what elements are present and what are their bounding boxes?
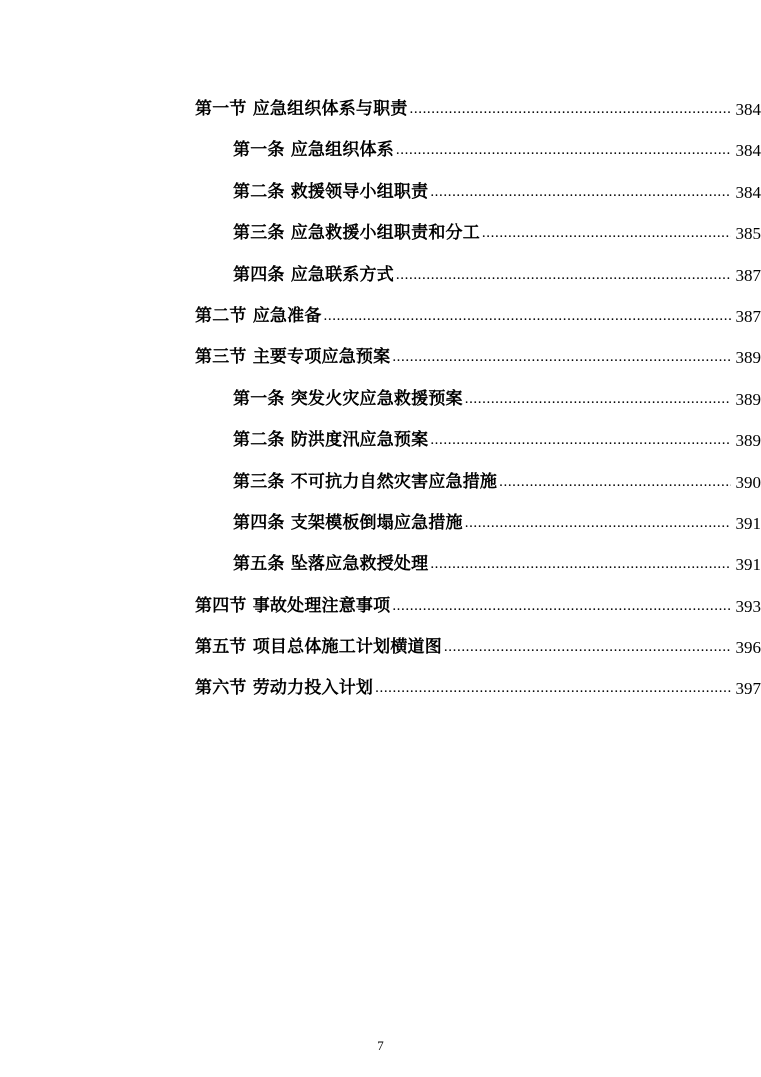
toc-entry-label: 第一条 应急组织体系: [233, 140, 394, 161]
toc-entry-label: 第一条 突发火灾应急救援预案: [233, 388, 463, 409]
toc-entry[interactable]: [0, 213, 761, 254]
toc-entry-label: 第一节 应急组织体系与职责: [195, 98, 408, 119]
toc-entry-label: 第三节 主要专项应急预案: [195, 347, 391, 368]
toc-entry-label: 第二节 应急准备: [195, 305, 322, 326]
toc-dot-leader: [430, 172, 731, 213]
toc-dot-leader: [392, 586, 731, 627]
toc-entry-label: 第六节 劳动力投入计划: [195, 678, 374, 699]
toc-page-number: 389: [735, 348, 761, 368]
toc-entry-label: 第四节 事故处理注意事项: [195, 595, 391, 616]
toc-dot-leader: [465, 379, 731, 420]
toc-entry[interactable]: [0, 627, 761, 668]
toc-dot-leader: [465, 503, 731, 544]
toc-entry-label: 第三条 应急救援小组职责和分工: [233, 223, 480, 244]
table-of-contents: [0, 89, 761, 710]
toc-dot-leader: [410, 89, 731, 130]
toc-entry[interactable]: [0, 89, 761, 130]
page-number-footer: 7: [377, 1038, 384, 1053]
toc-dot-leader: [430, 544, 731, 585]
toc-entry-label: 第二条 防洪度汛应急预案: [233, 430, 429, 451]
toc-page-number: 384: [735, 182, 761, 202]
toc-dot-leader: [396, 255, 731, 296]
toc-entry[interactable]: [0, 586, 761, 627]
toc-entry-label: 第五条 坠落应急救授处理: [233, 554, 429, 575]
toc-dot-leader: [375, 668, 731, 709]
toc-dot-leader: [499, 462, 731, 503]
toc-entry[interactable]: [0, 296, 761, 337]
toc-dot-leader: [396, 130, 731, 171]
toc-entry[interactable]: [0, 668, 761, 709]
toc-dot-leader: [482, 213, 731, 254]
toc-page-number: 387: [735, 306, 761, 326]
toc-entry[interactable]: [0, 172, 761, 213]
toc-page-number: 391: [735, 555, 761, 575]
toc-entry[interactable]: [0, 544, 761, 585]
toc-entry[interactable]: [0, 130, 761, 171]
toc-entry[interactable]: [0, 503, 761, 544]
toc-entry-label: 第四条 支架模板倒塌应急措施: [233, 512, 463, 533]
toc-page-number: 384: [735, 99, 761, 119]
toc-page-number: 393: [735, 596, 761, 616]
toc-entry-label: 第五节 项目总体施工计划横道图: [195, 637, 442, 658]
toc-page-number: 390: [735, 472, 761, 492]
toc-page-number: 385: [735, 224, 761, 244]
toc-page-number: 389: [735, 431, 761, 451]
toc-entry[interactable]: [0, 420, 761, 461]
toc-page-number: 396: [735, 638, 761, 658]
toc-entry[interactable]: [0, 337, 761, 378]
toc-page-number: 384: [735, 141, 761, 161]
toc-entry[interactable]: [0, 462, 761, 503]
toc-page-number: 391: [735, 513, 761, 533]
toc-page-number: 389: [735, 389, 761, 409]
toc-dot-leader: [430, 420, 731, 461]
toc-entry-label: 第三条 不可抗力自然灾害应急措施: [233, 471, 498, 492]
toc-dot-leader: [392, 337, 731, 378]
toc-dot-leader: [324, 296, 731, 337]
toc-page-number: 397: [735, 679, 761, 699]
toc-entry[interactable]: [0, 255, 761, 296]
toc-entry-label: 第二条 救援领导小组职责: [233, 181, 429, 202]
toc-entry[interactable]: [0, 379, 761, 420]
toc-page-number: 387: [735, 265, 761, 285]
toc-entry-label: 第四条 应急联系方式: [233, 264, 394, 285]
toc-dot-leader: [444, 627, 731, 668]
